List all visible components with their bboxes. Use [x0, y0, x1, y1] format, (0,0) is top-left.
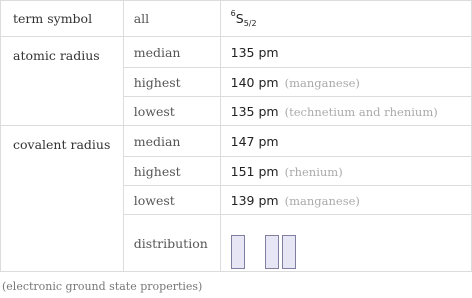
histogram-bar	[282, 235, 296, 269]
row-heading: covalent radius	[13, 137, 111, 152]
value-note: (technetium and rhenium)	[284, 104, 438, 119]
cell-value	[220, 186, 471, 215]
distribution-histogram	[231, 224, 471, 262]
term-multiplicity: 6	[230, 9, 236, 18]
value-text: 135 pm	[230, 44, 279, 60]
footer-note: (electronic ground state properties)	[2, 280, 203, 293]
value-note: (manganese)	[284, 75, 360, 90]
value-text: 151 pm	[230, 163, 279, 179]
table-row	[1, 37, 472, 68]
term-symbol-value	[220, 1, 471, 37]
term-symbol-sub: all	[123, 1, 220, 37]
histogram-bar	[231, 235, 245, 269]
value-text: 135 pm	[230, 103, 279, 119]
table-row	[1, 1, 472, 37]
table-row	[1, 126, 472, 157]
distribution-cell	[220, 215, 471, 272]
cell-sub: lowest	[123, 186, 220, 215]
value-text: 140 pm	[230, 74, 279, 90]
term-letter: S	[235, 11, 244, 26]
value-note: (rhenium)	[284, 164, 343, 179]
term-j: 5/2	[243, 19, 257, 28]
cell-value	[220, 68, 471, 97]
distribution-label: distribution	[123, 215, 220, 272]
row-heading: term symbol	[13, 11, 93, 26]
cell-sub: median	[123, 37, 220, 68]
histogram-bar	[265, 235, 279, 269]
cell-value	[220, 126, 471, 157]
value-note: (manganese)	[284, 193, 360, 208]
cell-sub: highest	[123, 68, 220, 97]
cell-value	[220, 157, 471, 186]
value-text: 147 pm	[230, 133, 279, 149]
cell-sub: lowest	[123, 97, 220, 126]
cell-value	[220, 37, 471, 68]
term-symbol-label	[1, 1, 124, 37]
cell-sub: median	[123, 126, 220, 157]
row-heading: atomic radius	[13, 48, 100, 63]
value-text: 139 pm	[230, 192, 279, 208]
atomic-radius-label	[1, 37, 124, 126]
cell-sub: highest	[123, 157, 220, 186]
covalent-radius-label	[1, 126, 124, 272]
cell-value	[220, 97, 471, 126]
